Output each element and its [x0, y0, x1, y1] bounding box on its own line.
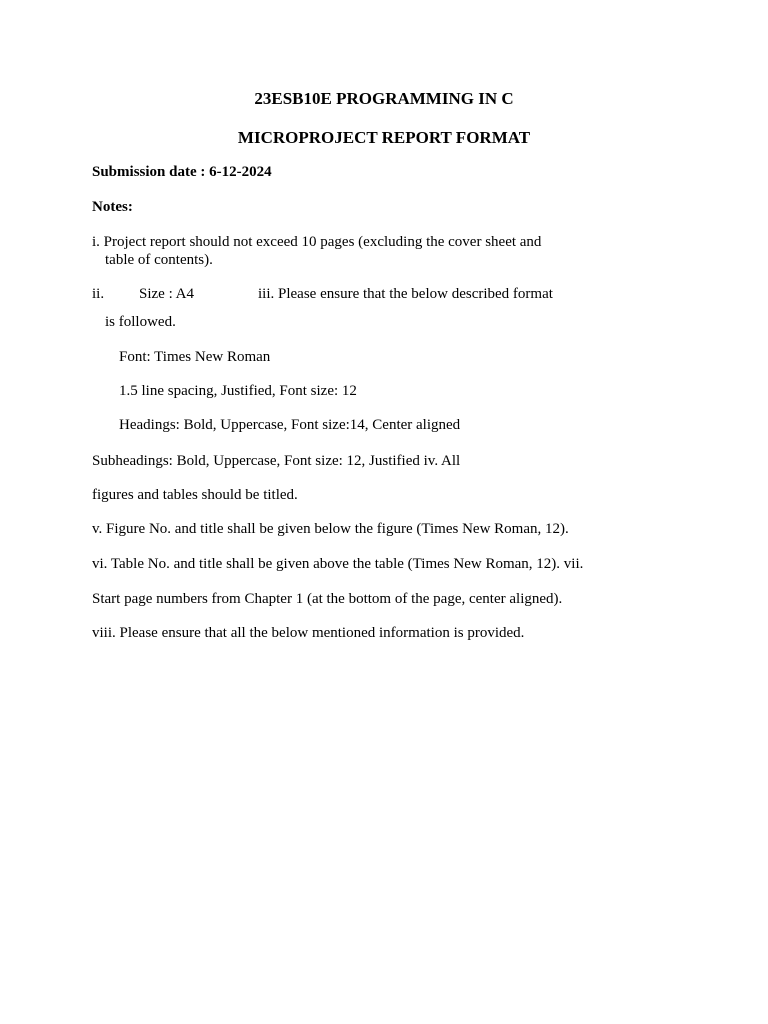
note-item-ii-marker: ii. — [92, 286, 105, 302]
note-item-iii-line1: iii. Please ensure that the below described format — [258, 286, 553, 302]
format-spacing: 1.5 line spacing, Justified, Font size: 12 — [119, 383, 357, 399]
note-item-viii: viii. Please ensure that all the below mentioned information is provided. — [92, 625, 525, 641]
note-item-iv-line2: figures and tables should be titled. — [92, 487, 298, 503]
note-item-v: v. Figure No. and title shall be given below the figure (Times New Roman, 12). — [92, 521, 569, 537]
notes-heading: Notes: — [92, 199, 133, 215]
submission-date: Submission date : 6-12-2024 — [92, 164, 272, 180]
format-subheadings: Subheadings: Bold, Uppercase, Font size: 12, Justified iv. All — [92, 453, 461, 469]
note-item-i-line1: i. Project report should not exceed 10 pages (excluding the cover sheet and — [92, 234, 542, 250]
note-item-vi: vi. Table No. and title shall be given above the table (Times New Roman, 12). vii. — [92, 556, 584, 572]
format-headings: Headings: Bold, Uppercase, Font size:14, Center aligned — [119, 417, 461, 433]
note-item-vii: Start page numbers from Chapter 1 (at the bottom of the page, center aligned). — [92, 591, 563, 607]
note-item-ii-text: Size : A4 — [139, 286, 194, 302]
document-title: 23ESB10E PROGRAMMING IN C — [254, 89, 514, 108]
note-item-iii-line2: is followed. — [105, 314, 176, 330]
note-item-i-line2: table of contents). — [105, 252, 213, 268]
document-subtitle: MICROPROJECT REPORT FORMAT — [237, 128, 531, 147]
format-font: Font: Times New Roman — [119, 349, 271, 365]
